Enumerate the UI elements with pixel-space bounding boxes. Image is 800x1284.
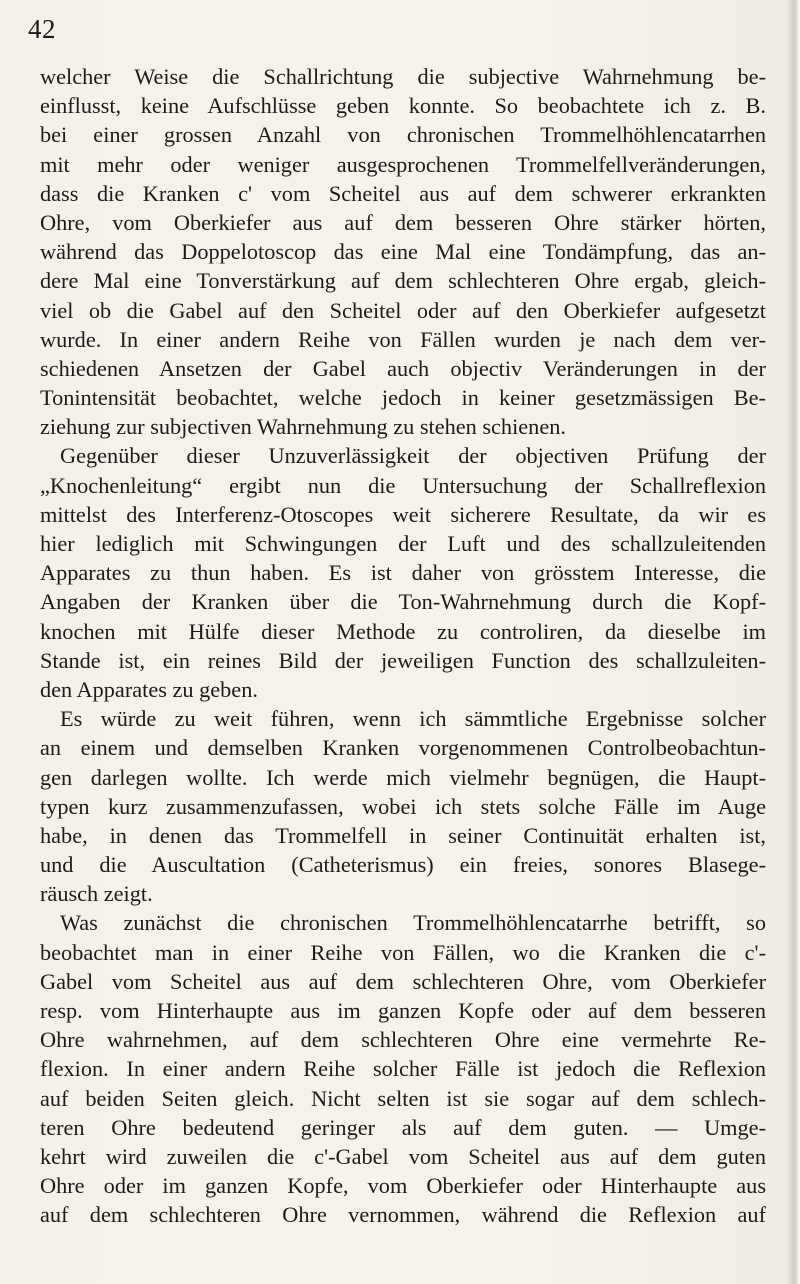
text-line: Stande ist, ein reines Bild der jeweiligen Function des schallzuleiten- (40, 647, 766, 673)
text-line: schiedenen Ansetzen der Gabel auch objectiv Veränderungen in der (40, 355, 766, 381)
text-line: ziehung zur subjectiven Wahrnehmung zu stehen schienen. (40, 414, 566, 440)
text-line: Gegenüber dieser Unzuverlässigkeit der objectiven Prüfung der (60, 443, 766, 469)
paragraph-2 (40, 441, 766, 704)
text-line: Gabel vom Scheitel aus auf dem schlechteren Ohre, vom Oberkiefer (40, 968, 766, 994)
text-line: typen kurz zusammenzufassen, wobei ich stets solche Fälle im Auge (40, 793, 766, 819)
text-line: den Apparates zu geben. (40, 676, 258, 702)
paragraph-4 (40, 908, 766, 1229)
text-line: Angaben der Kranken über die Ton-Wahrnehmung durch die Kopf- (40, 589, 766, 615)
text-line: viel ob die Gabel auf den Scheitel oder auf den Oberkiefer aufgesetzt (40, 297, 766, 323)
text-line: „Knochenleitung“ ergibt nun die Untersuchung der Schallreflexion (40, 472, 766, 498)
text-line: habe, in denen das Trommelfell in seiner Continuität erhalten ist, (40, 822, 766, 848)
text-line: dass die Kranken c' vom Scheitel aus auf dem schwerer erkrankten (40, 180, 766, 206)
text-line: Es würde zu weit führen, wenn ich sämmtliche Ergebnisse solcher (60, 706, 766, 732)
page-edge-shadow (786, 0, 800, 1284)
paragraph-1 (40, 62, 766, 441)
text-line: Ohre, vom Oberkiefer aus auf dem besseren Ohre stärker hörten, (40, 209, 766, 235)
text-line: resp. vom Hinterhaupte aus im ganzen Kopfe oder auf dem besseren (40, 998, 766, 1023)
text-line: mittelst des Interferenz-Otoscopes weit sicherere Resultate, da wir es (40, 501, 766, 527)
text-line: gen darlegen wollte. Ich werde mich vielmehr begnügen, die Haupt- (40, 764, 766, 790)
text-line: Ohre wahrnehmen, auf dem schlechteren Ohre eine vermehrte Re- (40, 1027, 766, 1053)
text-line: hier lediglich mit Schwingungen der Luft und des schallzuleitenden (40, 531, 766, 556)
text-line: teren Ohre bedeutend geringer als auf dem guten. — Umge- (40, 1114, 766, 1140)
text-line: wurde. In einer andern Reihe von Fällen wurden je nach dem ver- (40, 326, 766, 352)
text-line: Ohre oder im ganzen Kopfe, vom Oberkiefer oder Hinterhaupte aus (40, 1173, 766, 1199)
text-line: flexion. In einer andern Reihe solcher Fälle ist jedoch die Reflexion (40, 1056, 766, 1082)
text-line: und die Auscultation (Catheterismus) ein freies, sonores Blasege- (40, 852, 766, 878)
text-line: bei einer grossen Anzahl von chronischen Trommelhöhlencatarrhen (40, 122, 766, 148)
text-line: räusch zeigt. (40, 881, 153, 907)
text-line: an einem und demselben Kranken vorgenommenen Controlbeobachtun- (40, 735, 766, 761)
text-line: Apparates zu thun haben. Es ist daher von grösstem Interesse, die (40, 560, 766, 586)
text-line: auf beiden Seiten gleich. Nicht selten ist sie sogar auf dem schlech- (40, 1085, 766, 1111)
text-line: mit mehr oder weniger ausgesprochenen Trommelfellveränderungen, (40, 151, 766, 177)
paragraph-3 (40, 704, 766, 908)
text-line: Was zunächst die chronischen Trommelhöhlencatarrhe betrifft, so (60, 910, 766, 936)
text-line: einflusst, keine Aufschlüsse geben konnte. So beobachtete ich z. B. (40, 93, 766, 119)
text-line: auf dem schlechteren Ohre vernommen, während die Reflexion auf (40, 1202, 766, 1228)
text-line: während das Doppelotoscop das eine Mal eine Tondämpfung, das an- (40, 239, 766, 265)
text-line: dere Mal eine Tonverstärkung auf dem schlechteren Ohre ergab, gleich- (40, 268, 766, 294)
text-line: Tonintensität beobachtet, welche jedoch in keiner gesetzmässigen Be- (40, 385, 766, 411)
body-text (40, 62, 766, 1230)
text-line: kehrt wird zuweilen die c'-Gabel vom Scheitel aus auf dem guten (40, 1143, 766, 1169)
text-line: beobachtet man in einer Reihe von Fällen, wo die Kranken die c'- (40, 939, 766, 965)
text-line: knochen mit Hülfe dieser Methode zu controliren, da dieselbe im (40, 618, 766, 644)
page-number: 42 (28, 14, 56, 44)
text-line: welcher Weise die Schallrichtung die subjective Wahrnehmung be- (40, 64, 766, 89)
